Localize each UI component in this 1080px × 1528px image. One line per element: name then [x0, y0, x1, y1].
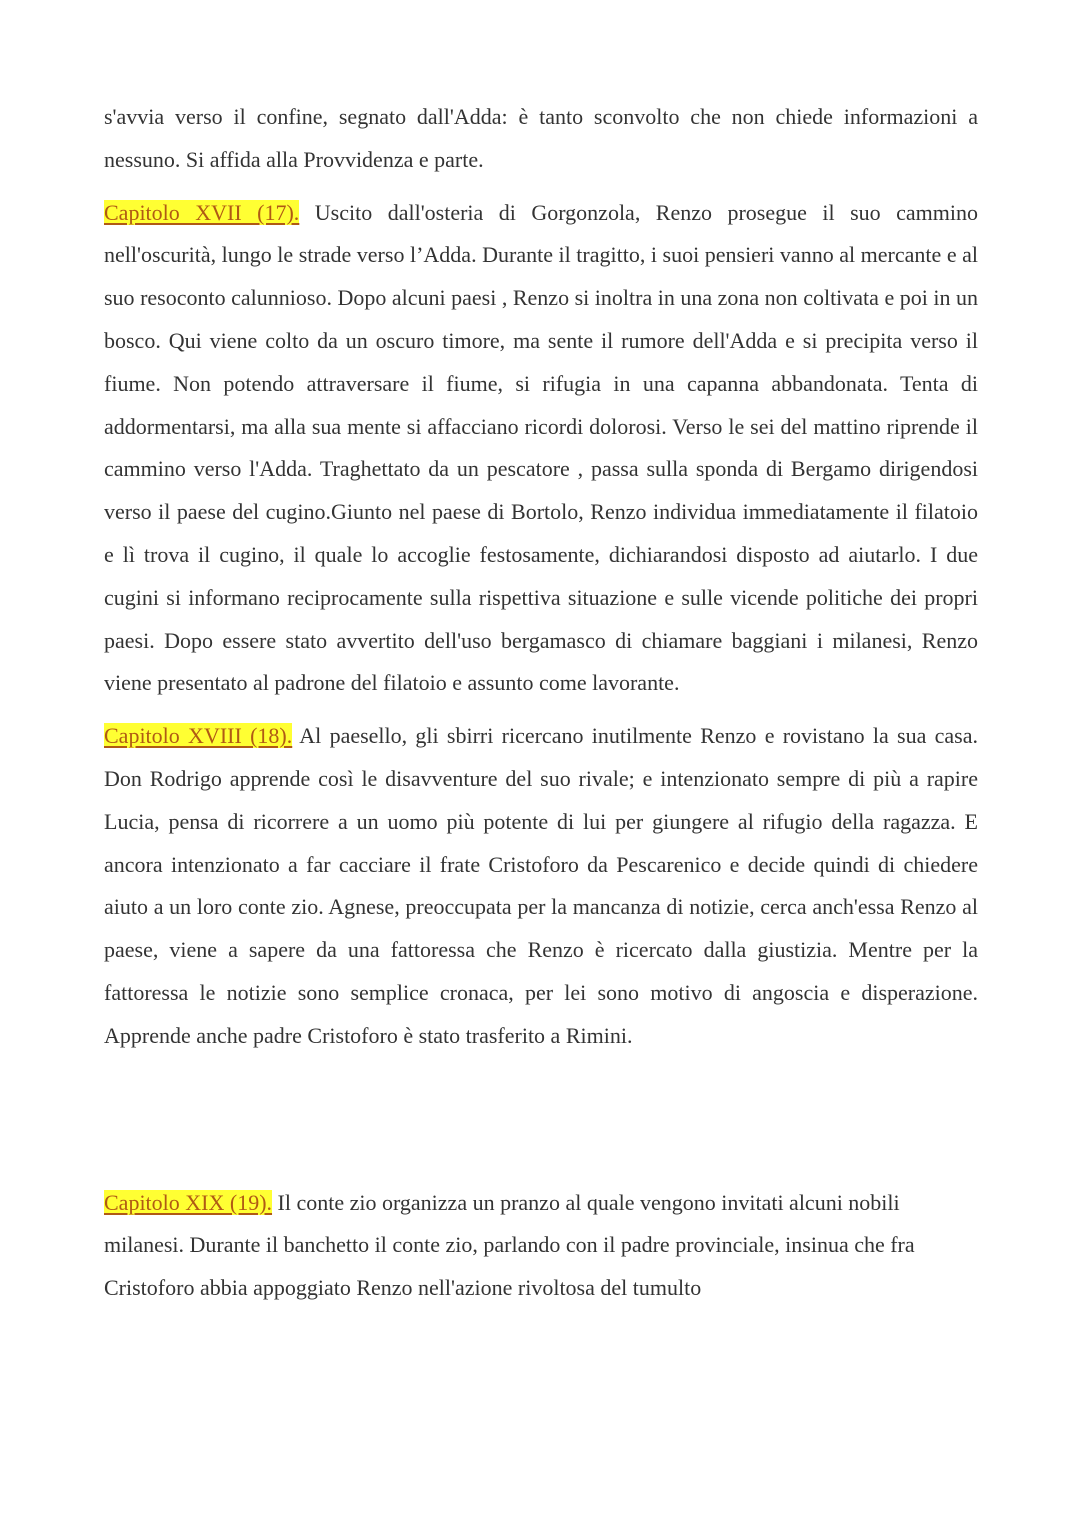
chapter-18-text: Al paesello, gli sbirri ricercano inutilmente Renzo e rovistano la sua casa. Don Rodrigo apprende così le disavventure del suo rivale; e intenzionato sempre di più a rapire Lucia, pensa di ricorrere a un uomo più potente di lui per giungere al rifugio della ragazza. E ancora intenzionato a far cacciare il frate Cristoforo da Pescarenico e decide quindi di chiedere aiuto a un loro conte zio. Agnese, preoccupata per la mancanza di notizie, cerca anch'essa Renzo al paese, viene a sapere da una fattoressa che Renzo è ricercato dalla giustizia. Mentre per la fattoressa le notizie sono semplice cronaca, per lei sono motivo di angoscia e disperazione. Apprende anche padre Cristoforo è stato trasferito a Rimini. — [104, 723, 978, 1048]
intro-text: s'avvia verso il confine, segnato dall'Adda: è tanto sconvolto che non chiede informazioni a nessuno. Si affida alla Provvidenza e parte. — [104, 104, 978, 172]
section-spacer — [104, 1068, 978, 1182]
chapter-19-heading: Capitolo XIX (19). — [104, 1189, 273, 1215]
chapter-17-text: Uscito dall'osteria di Gorgonzola, Renzo prosegue il suo cammino nell'oscurità, lungo le strade verso l’Adda. Durante il tragitto, i suoi pensieri vanno al mercante e al suo resoconto calunnioso. Dopo alcuni paesi , Renzo si inoltra in una zona non coltivata e poi in un bosco. Qui viene colto da un oscuro timore, ma sente il rumore dell'Adda e si precipita verso il fiume. Non potendo attraversare il fiume, si rifugia in una capanna abbandonata. Tenta di addormentarsi, ma alla sua mente si affacciano ricordi dolorosi. Verso le sei del mattino riprende il cammino verso l'Adda. Traghettato da un pescatore , passa sulla sponda di Bergamo dirigendosi verso il paese del cugino.Giunto nel paese di Bortolo, Renzo individua immediatamente il filatoio e lì trova il cugino, il quale lo accoglie festosamente, dichiarandosi disposto ad aiutarlo. I due cugini si informano reciprocamente sulla rispettiva situazione e sulle vicende politiche dei propri paesi. Dopo essere stato avvertito dell'uso bergamasco di chiamare baggiani i milanesi, Renzo viene presentato al padrone del filatoio e assunto come lavorante. — [104, 199, 978, 696]
chapter-17-heading: Capitolo XVII (17). — [104, 199, 300, 225]
intro-paragraph — [104, 96, 978, 182]
chapter-19-paragraph — [104, 1182, 978, 1310]
chapter-18-heading: Capitolo XVIII (18). — [104, 723, 293, 749]
chapter-18-paragraph — [104, 715, 978, 1057]
chapter-17-paragraph — [104, 192, 978, 706]
document-page — [104, 96, 978, 1320]
chapter-19-text: Il conte zio organizza un pranzo al quale vengono invitati alcuni nobili milanesi. Durante il banchetto il conte zio, parlando con il padre provinciale, insinua che fra Cristoforo abbia appoggiato Renzo nell'azione rivoltosa del tumulto — [104, 1189, 915, 1301]
